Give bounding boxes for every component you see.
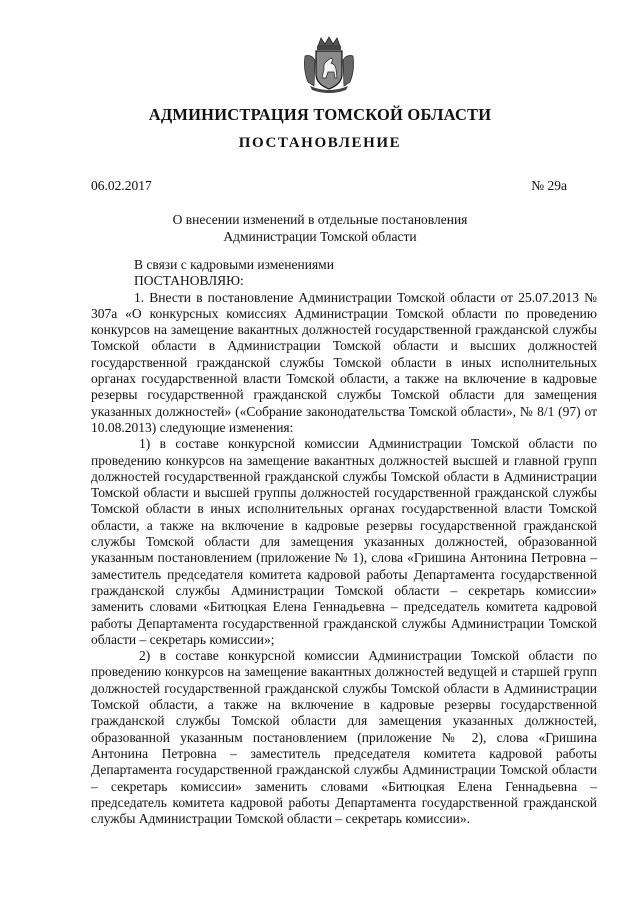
intro-paragraph: В связи с кадровыми изменениями xyxy=(134,257,334,272)
document-type: ПОСТАНОВЛЕНИЕ xyxy=(238,135,402,151)
subitem-1-paragraph: 1) в составе конкурсной комиссии Администрации Томской области по проведению конкурсов на замещение вакантных должностей высшей и главной групп должностей государственной гражданской службы Томской области в Администрации Томской области и высшей группы должностей государственной гражданской службы Томской области в иных исполнительных органах государственной власти Томской области, а также на включение в кадровые резервы государственной гражданской службы Томской области для замещения указанных должностей, образованной указанным постановлением (приложение № 1), слова «Гришина Антонина Петровна – заместитель председателя комитета кадровой работы Департамента государственной гражданской службы Администрации Томской области – секретарь комиссии» заменить словами «Битюцкая Елена Геннадьевна – председатель комитета кадровой работы Департамента государственной гражданской службы Администрации Томской области – секретарь комиссии»; xyxy=(91,436,597,647)
subitem-2-paragraph: 2) в составе конкурсной комиссии Администрации Томской области по проведению конкурсов на замещение вакантных должностей ведущей и старшей групп должностей государственной гражданской службы Томской области в Администрации Томской области, а также на включение в кадровые резервы государственной гражданской службы Томской области для замещения указанных должностей, образованной указанным постановлением (приложение № 2), слова «Гришина Антонина Петровна – заместитель председателя комитета кадровой работы Департамента государственной гражданской службы Администрации Томской области – секретарь комиссии» заменить словами «Битюцкая Елена Геннадьевна – председатель комитета кадровой работы Департамента государственной гражданской службы Администрации Томской области – секретарь комиссии». xyxy=(91,648,597,827)
document-date: 06.02.2017 xyxy=(91,178,152,193)
item-1-paragraph: 1. Внести в постановление Администрации Томской области от 25.07.2013 № 307а «О конкурсных комиссиях Администрации Томской области по проведению конкурсов на замещение вакантных должностей государственной гражданской службы Томской области в Администрации Томской области и высших должностей государственной гражданской службы Томской области в иных исполнительных органах государственной власти Томской области, а также на включение в кадровые резервы государственной гражданской службы Томской области для замещения указанных должностей» («Собрание законодательства Томской области», № 8/1 (97) от 10.08.2013) следующие изменения: xyxy=(91,289,597,435)
tomsk-region-coat-of-arms-icon xyxy=(302,36,356,94)
document-body xyxy=(91,257,597,827)
subject-line-2: Администрации Томской области xyxy=(223,229,417,244)
subject-line-1: О внесении изменений в отдельные постановления xyxy=(172,212,468,227)
resolve-heading: ПОСТАНОВЛЯЮ: xyxy=(134,273,244,289)
document-number: № 29а xyxy=(531,178,567,193)
organization-name: АДМИНИСТРАЦИЯ ТОМСКОЙ ОБЛАСТИ xyxy=(148,105,492,124)
document-subject xyxy=(0,211,640,245)
